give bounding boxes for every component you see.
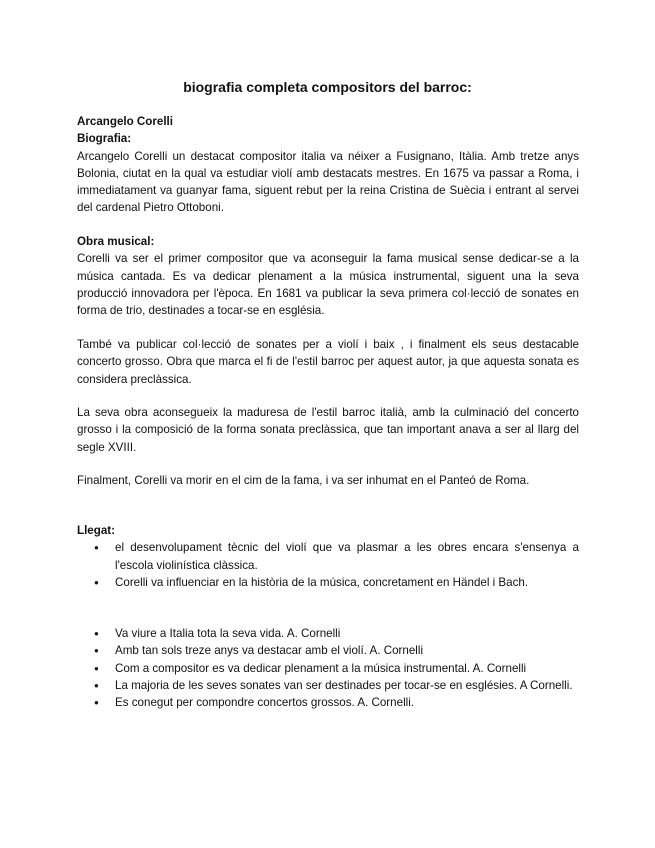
llegat-list: [77, 539, 579, 591]
obra-paragraph: També va publicar col·lecció de sonates per a violí i baix , i finalment els seus destacable concerto grosso. Obra que marca el fi de l'estil barroc per aquest autor, ja que aquesta sonata es considera preclàssica.: [77, 338, 579, 386]
biography-section: [77, 113, 579, 217]
obra-paragraph: La seva obra aconsegueix la maduresa de l'estil barroc italià, amb la culminació del concerto grosso i la composició de la forma sonata preclàssica, que tan important anava a ser al llarg del segle XVIII.: [77, 406, 579, 454]
list-item: ● Es conegut per compondre concertos grossos. A. Cornelli.: [77, 694, 579, 711]
obra-paragraph: Finalment, Corelli va morir en el cim de la fama, i va ser inhumat en el Panteó de Roma.: [77, 474, 530, 487]
facts-list: [77, 625, 579, 711]
list-item: ● Com a compositor es va dedicar plenament a la música instrumental. A. Cornelli: [77, 660, 579, 677]
bio-paragraph: Arcangelo Corelli un destacat compositor italia va néixer a Fusignano, Itàlia. Amb tretze anys Bolonia, ciutat en la qual va estudiar violí amb destacats mestres. En 1675 va passar a Roma, i immediatament va guanyar fama, siguent rebut per la reina Cristina de Suècia i entrant al servei del cardenal Pietro Ottoboni.: [77, 149, 579, 215]
llegat-section: [77, 522, 579, 591]
obra-paragraph: Corelli va ser el primer compositor que va aconseguir la fama musical sense dedicar-se a la música cantada. Es va dedicar plenament a la música instrumental, siguent una la seva producció innovadora per l'època. En 1681 va publicar la seva primera col·lecció de sonates en forma de trio, destinades a tocar-se en església.: [77, 252, 579, 318]
facts-section: [77, 625, 579, 711]
bio-heading: Biografia:: [77, 132, 132, 146]
list-item: ● Va viure a Italia tota la seva vida. A. Cornelli: [77, 625, 579, 642]
list-item: ● La majoria de les seves sonates van ser destinades per tocar-se en esglésies. A Cornelli.: [77, 677, 579, 694]
llegat-heading: Llegat:: [77, 524, 116, 537]
list-item: ● Amb tan sols treze anys va destacar amb el violí. A. Cornelli: [77, 642, 579, 659]
composer-name: Arcangelo Corelli: [77, 115, 173, 128]
list-item: ● el desenvolupament tècnic del violí que va plasmar a les obres encara s'ensenya a l'escola violinística clàssica.: [77, 539, 579, 574]
obra-heading: Obra musical:: [77, 235, 155, 248]
list-item: ● Corelli va influenciar en la història de la música, concretament en Händel i Bach.: [77, 574, 579, 591]
obra-section: [77, 233, 579, 319]
document-title: biografia completa compositors del barroc:: [183, 79, 472, 95]
